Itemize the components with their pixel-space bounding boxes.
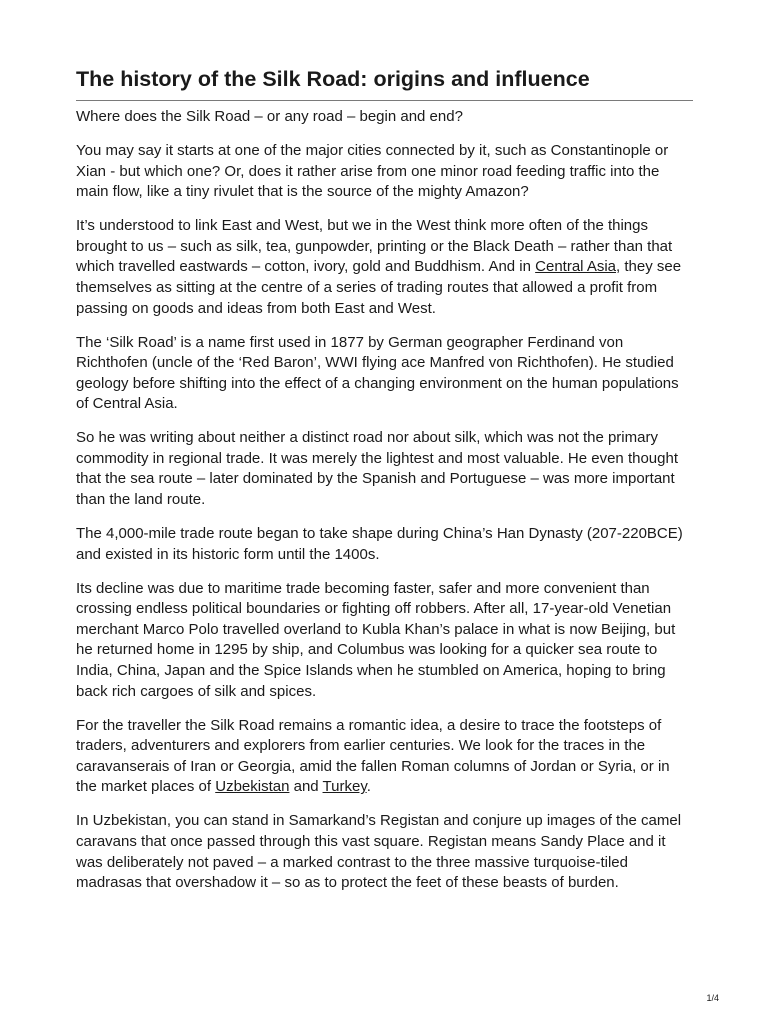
paragraph-3 [76, 216, 693, 319]
paragraph-8-text-after: . [366, 778, 371, 796]
page-number: 1/4 [706, 993, 719, 1003]
paragraph-9: In Uzbekistan, you can stand in Samarkand’s Registan and conjure up images of the camel caravans that once passed through this vast square. Registan means Sandy Place and it was deliberately not paved – a marked contrast to the three massive turquoise-tiled madrasas that overshadow it – so as to protect the feet of these beasts of burden. [76, 812, 682, 892]
paragraph-2: You may say it starts at one of the major cities connected by it, such as Constantinople or Xian - but which one? Or, does it rather arise from one minor road feeding traffic into the main flow, like a tiny rivulet that is the source of the mighty Amazon? [76, 141, 669, 201]
paragraph-3-text-before: It’s understood to link East and West, but we in the West think more often of the things brought to us – such as silk, tea, gunpowder, printing or the Black Death – rather than that which travelled eastwards – cotton, ivory, gold and Buddhism. And in [76, 217, 673, 276]
paragraph-8-text-before: For the traveller the Silk Road remains a romantic idea, a desire to trace the footsteps of traders, adventurers and explorers from earlier centuries. We look for the traces in the caravanserais of Iran or Georgia, amid the fallen Roman columns of Jordan or Syria, or in the market places of [76, 716, 670, 796]
page-title: The history of the Silk Road: origins and influence [76, 64, 693, 101]
uzbekistan-link[interactable]: Uzbekistan [215, 778, 290, 796]
paragraph-6: The 4,000-mile trade route began to take shape during China’s Han Dynasty (207-220BCE) and existed in its historic form until the 1400s. [76, 525, 683, 563]
paragraph-8-text-mid: and [289, 778, 323, 796]
paragraph-5: So he was writing about neither a distinct road nor about silk, which was not the primary commodity in regional trade. It was merely the lightest and most valuable. He even thought that the sea route – later dominated by the Spanish and Portuguese – was more important than the land route. [76, 429, 678, 509]
paragraph-4: The ‘Silk Road’ is a name first used in 1877 by German geographer Ferdinand von Richthofen (uncle of the ‘Red Baron’, WWI flying ace Manfred von Richthofen). He studied geology before shifting into the effect of a changing environment on the human populations of Central Asia. [76, 333, 679, 413]
paragraph-7: Its decline was due to maritime trade becoming faster, safer and more convenient than crossing endless political boundaries or fighting off robbers. After all, 17-year-old Venetian merchant Marco Polo travelled overland to Kubla Khan’s palace in what is now Beijing, but he returned home in 1295 by ship, and Columbus was looking for a quicker sea route to India, China, Japan and the Spice Islands when he stumbled on America, hoping to bring back rich cargoes of silk and spices. [76, 579, 676, 700]
paragraph-3-text-after: , they see themselves as sitting at the centre of a series of trading routes that allowed a profit from passing on goods and ideas from both East and West. [76, 258, 682, 317]
paragraph-8 [76, 716, 693, 798]
central-asia-link[interactable]: Central Asia [535, 258, 617, 276]
turkey-link[interactable]: Turkey [322, 778, 367, 796]
article [76, 64, 693, 894]
paragraph-1: Where does the Silk Road – or any road – begin and end? [76, 108, 463, 125]
